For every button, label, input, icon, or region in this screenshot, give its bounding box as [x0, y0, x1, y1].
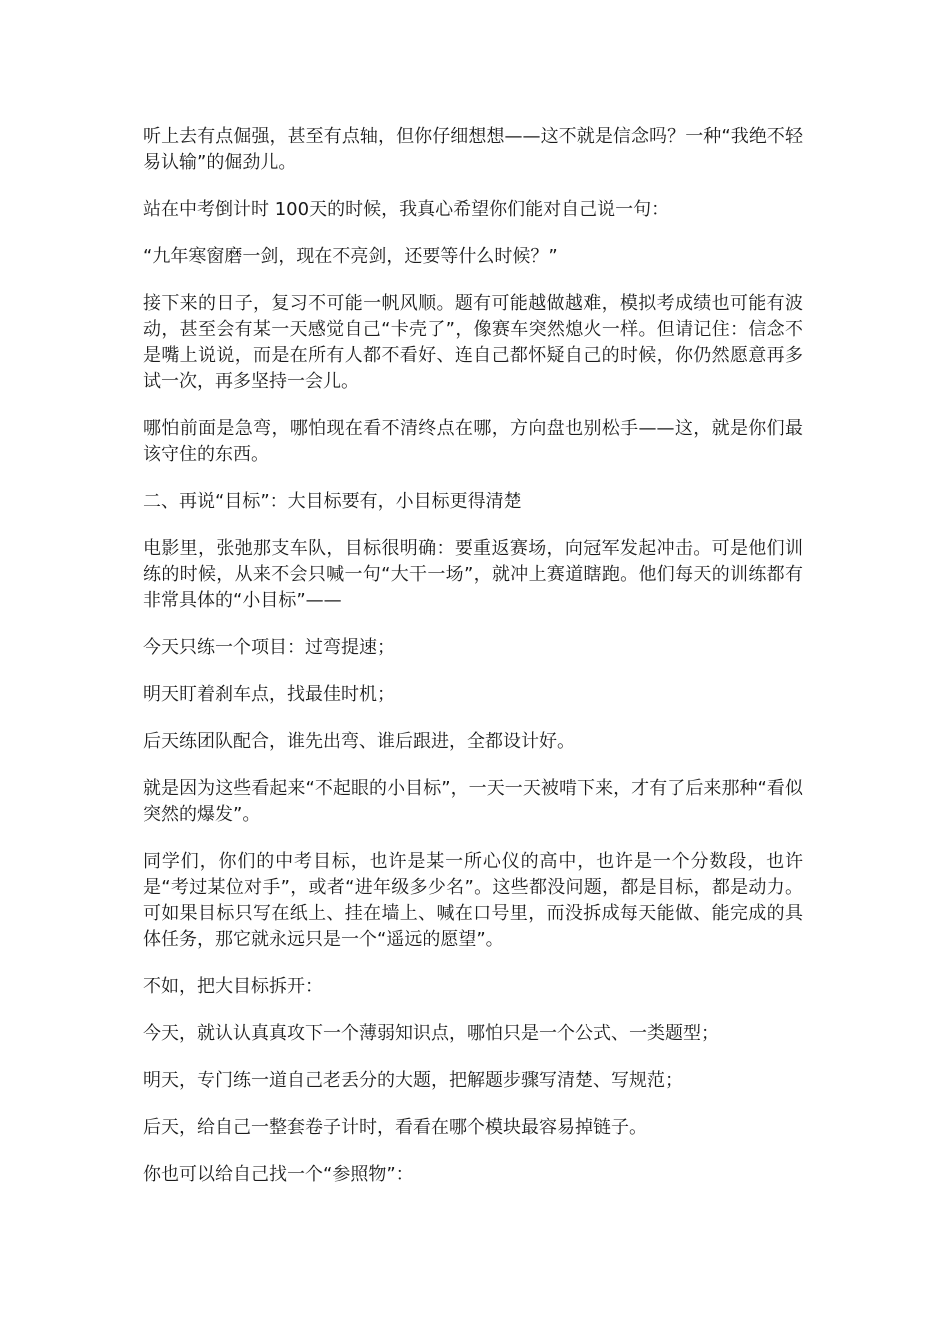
- paragraph-15: 明天，专门练一道自己老丢分的大题，把解题步骤写清楚、写规范；: [143, 1070, 683, 1091]
- paragraph-4: 接下来的日子，复习不可能一帆风顺。题有可能越做越难，模拟考成绩也可能有波动，甚至会有某一天感觉自己“卡壳了”，像赛车突然熄火一样。但请记住：信念不是嘴上说说，而是在所有人都不看好、连自己都怀疑自己的时候，你仍然愿意再多试一次，再多坚持一会儿。: [143, 293, 803, 392]
- section-heading-goal: 二、再说“目标”：大目标要有，小目标更得清楚: [143, 491, 522, 512]
- paragraph-12: 同学们，你们的中考目标，也许是某一所心仪的高中，也许是一个分数段，也许是“考过某位对手”，或者“进年级多少名”。这些都没问题，都是目标，都是动力。可如果目标只写在纸上、挂在墙上、喊在口号里，而没拆成每天能做、能完成的具体任务，那它就永远只是一个“遥远的愿望”。: [143, 851, 803, 950]
- paragraph-17: 你也可以给自己找一个“参照物”：: [143, 1164, 414, 1185]
- paragraph-1: 听上去有点倔强，甚至有点轴，但你仔细想想——这不就是信念吗？一种“我绝不轻易认输”的倔劲儿。: [143, 126, 803, 173]
- paragraph-14: 今天，就认认真真攻下一个薄弱知识点，哪怕只是一个公式、一类题型；: [143, 1023, 719, 1044]
- paragraph-13: 不如，把大目标拆开：: [143, 976, 323, 997]
- paragraph-11: 就是因为这些看起来“不起眼的小目标”，一天一天被啃下来，才有了后来那种“看似突然的爆发”。: [143, 778, 803, 825]
- paragraph-5: 哪怕前面是急弯，哪怕现在看不清终点在哪，方向盘也别松手——这，就是你们最该守住的东西。: [143, 418, 803, 465]
- document-body: [143, 124, 803, 1209]
- paragraph-8: 今天只练一个项目：过弯提速；: [143, 637, 395, 658]
- paragraph-7: 电影里，张弛那支车队，目标很明确：要重返赛场，向冠军发起冲击。可是他们训练的时候，从来不会只喊一句“大干一场”，就冲上赛道瞎跑。他们每天的训练都有非常具体的“小目标”——: [143, 538, 803, 611]
- paragraph-16: 后天，给自己一整套卷子计时，看看在哪个模块最容易掉链子。: [143, 1117, 647, 1138]
- paragraph-2: 站在中考倒计时 100天的时候，我真心希望你们能对自己说一句：: [143, 199, 670, 220]
- paragraph-10: 后天练团队配合，谁先出弯、谁后跟进，全都设计好。: [143, 731, 575, 752]
- paragraph-3: “九年寒窗磨一剑，现在不亮剑，还要等什么时候？”: [143, 246, 558, 267]
- paragraph-9: 明天盯着刹车点，找最佳时机；: [143, 684, 395, 705]
